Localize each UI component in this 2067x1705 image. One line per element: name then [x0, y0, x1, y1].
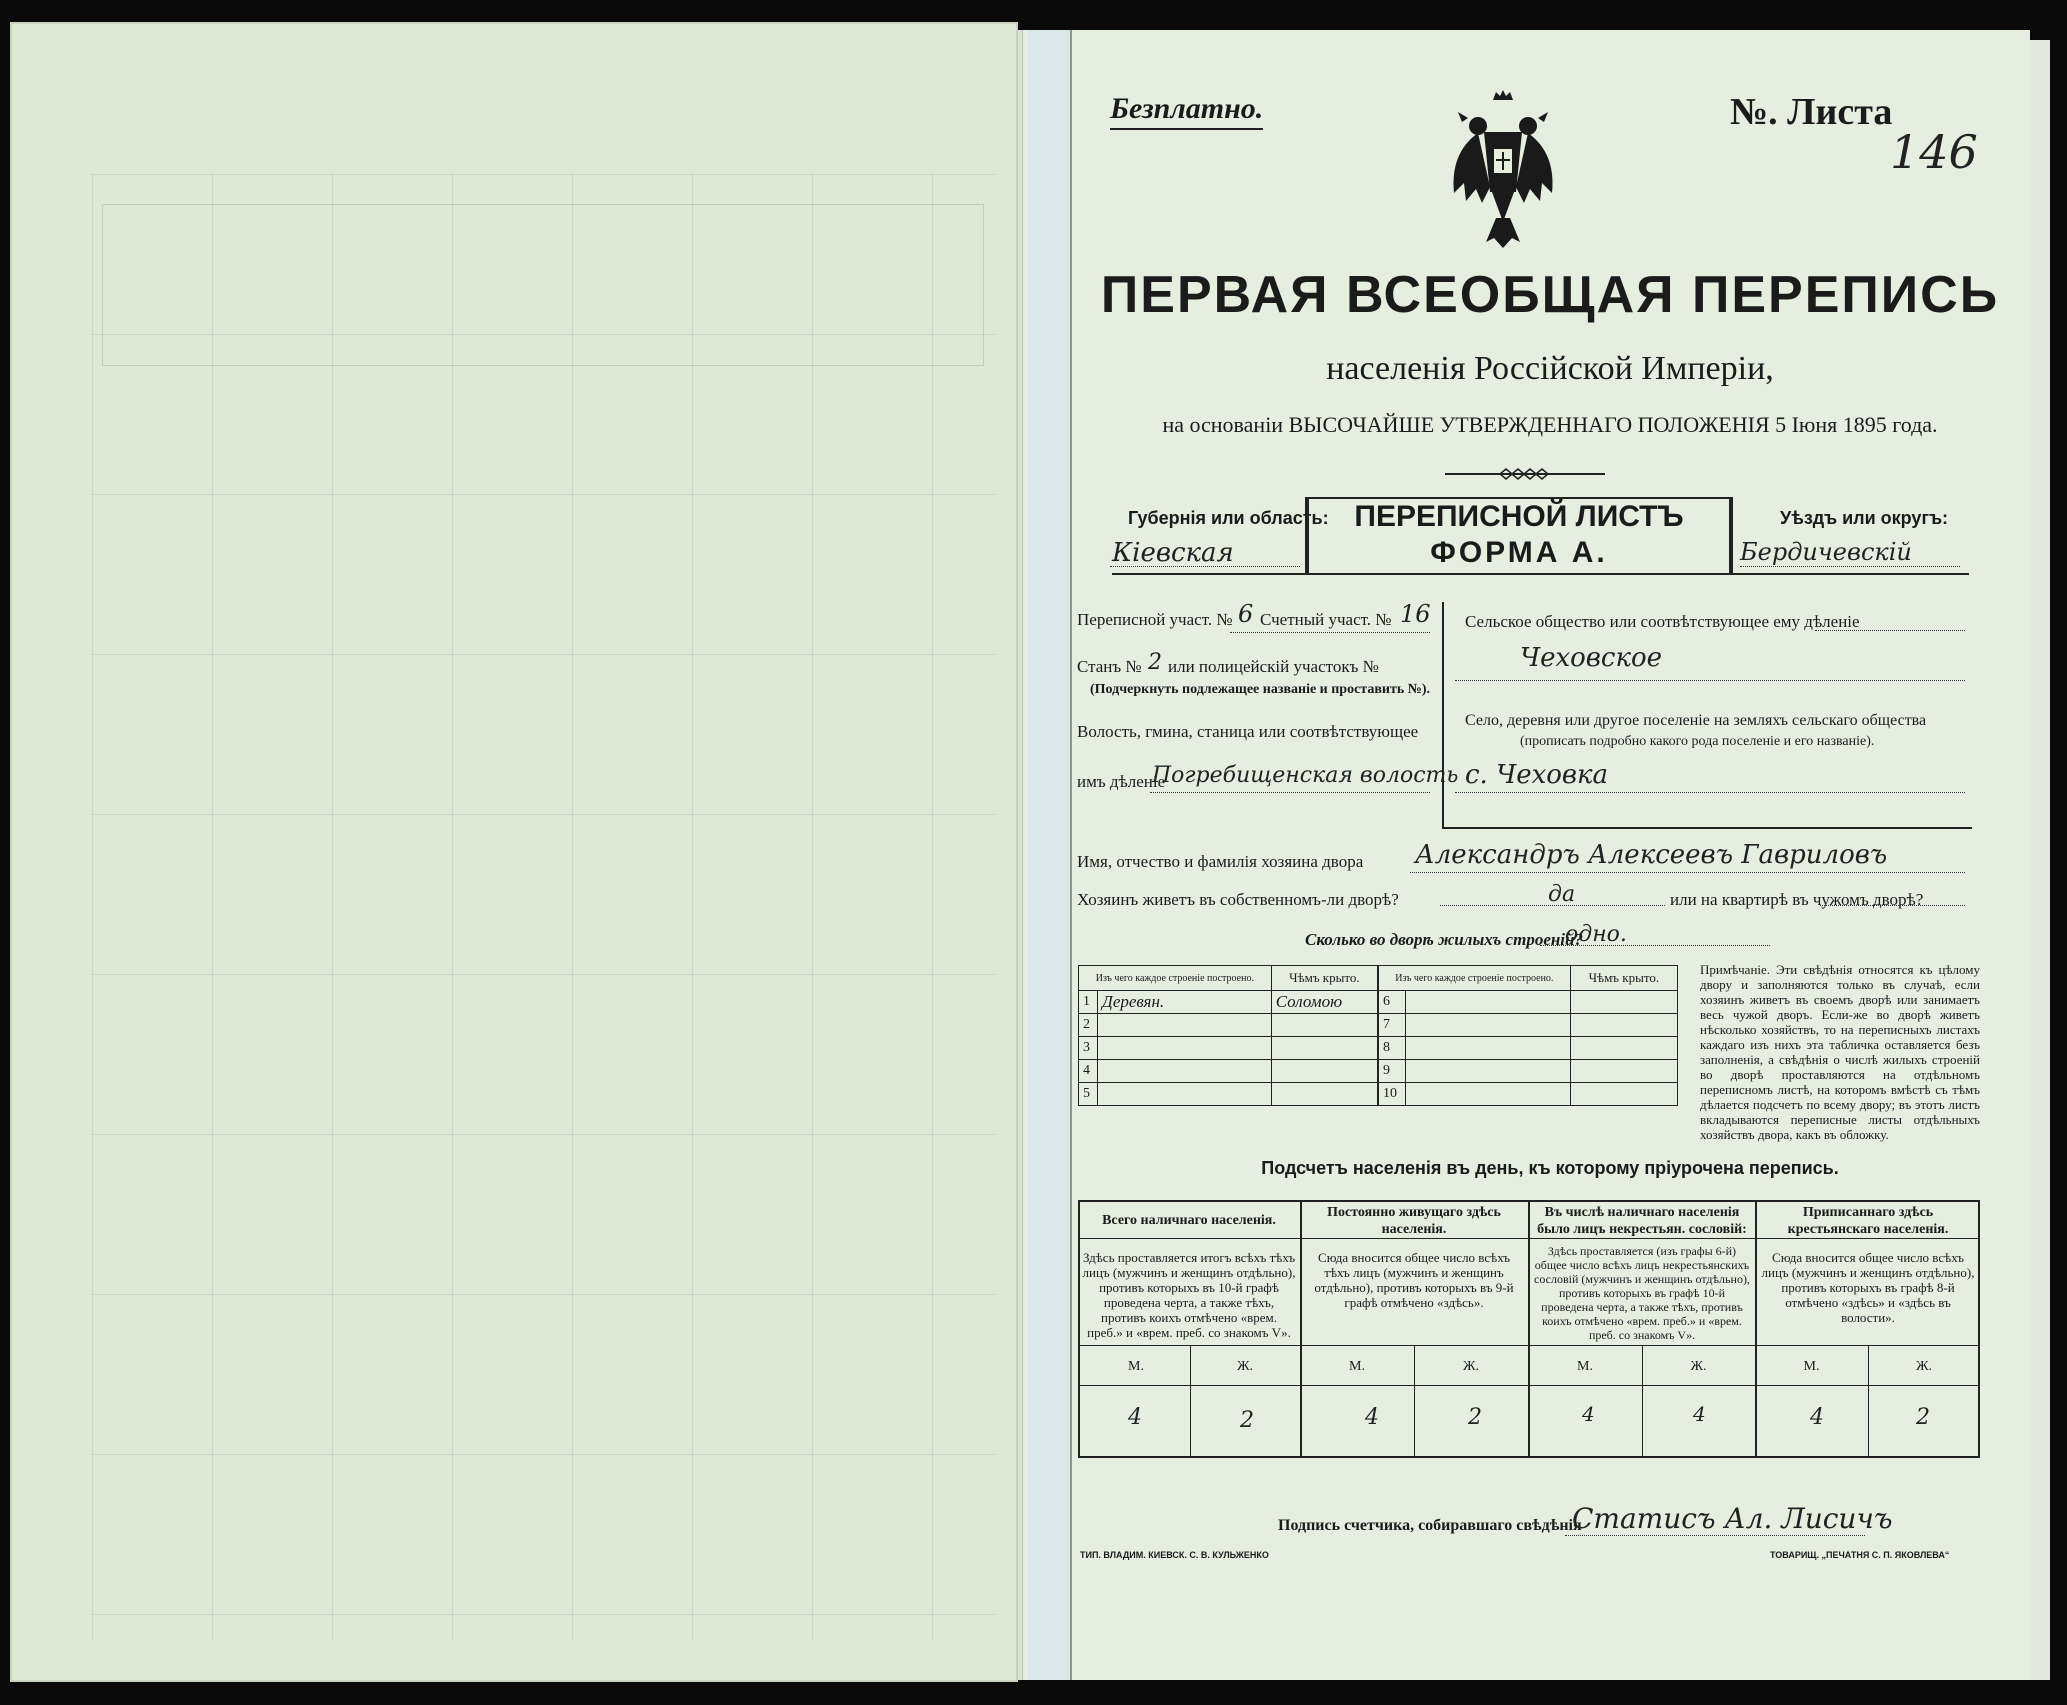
- community-value: Чеховское: [1520, 643, 1663, 673]
- row-number: 8: [1379, 1037, 1406, 1060]
- buildings-count-label: Сколько во дворѣ жилыхъ строеній?: [1305, 930, 1583, 949]
- count-col2-desc: Сюда вносится общее число всѣхъ тѣхъ лицъ (мужчинъ и женщинъ отдѣльно), противъ которыхъ въ 9-й графѣ отмѣчено «здѣсь».: [1314, 1250, 1514, 1310]
- count-col1-f-value: 2: [1240, 1408, 1254, 1433]
- signature-value: Статисъ Ал. Лисичъ: [1572, 1502, 1893, 1535]
- count-heading: Подсчетъ населенія въ день, къ которому пріурочена перепись.: [1261, 1158, 1839, 1178]
- double-headed-eagle-emblem: [1448, 88, 1558, 250]
- stan-note: (Подчеркнуть подлежащее названіе и проставить №).: [1090, 682, 1430, 697]
- census-section-value: 6: [1238, 600, 1254, 628]
- stan-value: 2: [1148, 650, 1162, 675]
- village-label: Село, деревня или другое поселеніе на земляхъ сельскаго общества: [1465, 712, 1927, 729]
- location-divider: [1442, 602, 1444, 827]
- district-value: Бердичевскій: [1740, 538, 1912, 566]
- bleed-through-table: [102, 204, 984, 366]
- village-note: (прописать подробно какого рода поселеніе и его названіе).: [1520, 734, 1875, 749]
- form-title-line2: ФОРМА А.: [1430, 536, 1608, 569]
- printer-imprint-right: ТОВАРИЩ. „ПЕЧАТНЯ С. П. ЯКОВЛЕВА“: [1770, 1550, 1950, 1560]
- count-col2-m-value: 4: [1365, 1405, 1379, 1430]
- count-col3-m-label: М.: [1577, 1359, 1593, 1374]
- location-bottom-line: [1442, 827, 1972, 829]
- count-col1-m-label: М.: [1128, 1359, 1144, 1374]
- count-col3-m-value: 4: [1582, 1402, 1595, 1426]
- province-value: Кіевская: [1112, 538, 1234, 568]
- sheet-number-label: №. Листа: [1730, 91, 1893, 133]
- count-col4-m-label: М.: [1803, 1359, 1820, 1374]
- buildings-table-right: [1378, 965, 1678, 1106]
- village-value: с. Чеховка: [1465, 760, 1609, 790]
- rent-line: [1820, 905, 1965, 906]
- count-col1-title: Всего наличнаго населенія.: [1102, 1213, 1276, 1228]
- province-line: [1110, 566, 1300, 567]
- roof-header: Чѣмъ крыто.: [1570, 966, 1677, 991]
- police-label: или полицейскій участокъ №: [1168, 657, 1379, 676]
- roof-cell: [1271, 1014, 1377, 1037]
- row-number: 2: [1079, 1014, 1098, 1037]
- counting-section-value: 16: [1400, 600, 1431, 628]
- count-col2-f-label: Ж.: [1462, 1359, 1480, 1374]
- community-label: Сельское общество или соотвѣтствующее ему дѣленіе: [1465, 612, 1860, 631]
- roof-cell: [1271, 1083, 1377, 1106]
- volost-value: Погребищенская волость: [1152, 763, 1459, 788]
- sheet-number-handwritten: 146: [1890, 125, 1978, 179]
- counting-section-label: Счетный участ. №: [1260, 610, 1392, 629]
- roof-cell: [1271, 1060, 1377, 1083]
- row-number: 6: [1379, 991, 1406, 1014]
- owner-name-value: Александръ Алексеевъ Гавриловъ: [1415, 840, 1888, 870]
- community-line-1: [1815, 630, 1965, 631]
- material-cell: Деревян.: [1098, 991, 1272, 1014]
- count-col1-m-value: 4: [1128, 1405, 1142, 1430]
- form-title-line1: ПЕРЕПИСНОЙ ЛИСТЪ: [1354, 500, 1684, 533]
- count-mf-line: [1078, 1385, 1980, 1386]
- material-cell: [1098, 1083, 1272, 1106]
- roof-header: Чѣмъ крыто.: [1271, 966, 1377, 991]
- ruled-grid: [92, 174, 996, 1640]
- left-blank-page: [10, 22, 1018, 1682]
- signature-label: Подпись счетчика, собиравшаго свѣдѣнія: [1278, 1517, 1582, 1534]
- rent-label: или на квартирѣ въ чужомъ дворѣ?: [1670, 890, 1924, 909]
- volost-label-2: имъ дѣленіе: [1077, 772, 1166, 791]
- section-line: [1230, 632, 1430, 633]
- ornament-divider: [1445, 468, 1605, 480]
- count-col1-f-label: Ж.: [1236, 1359, 1254, 1374]
- count-col1-desc: Здѣсь проставляется итогъ всѣхъ тѣхъ лицъ (мужчинъ и женщинъ отдѣльно), противъ которыхъ въ 10-й графѣ проведена черта, а также тѣхъ, противъ коихъ отмѣчено «врем. преб.» и «врем. преб. со знакомъ V».: [1082, 1250, 1296, 1340]
- count-desc-line: [1078, 1345, 1980, 1346]
- count-col3-title: Въ числѣ наличнаго населенія было лицъ некрестьян. сословій:: [1537, 1205, 1747, 1237]
- count-col4-desc: Сюда вносится общее число всѣхъ лицъ (мужчинъ и женщинъ отдѣльно), противъ которыхъ въ графѣ 8-й отмѣчено «здѣсь» и «здѣсь въ волости».: [1761, 1250, 1975, 1325]
- census-title: ПЕРВАЯ ВСЕОБЩАЯ ПЕРЕПИСЬ: [1100, 266, 2000, 324]
- count-title-line: [1078, 1238, 1980, 1239]
- row-number: 4: [1079, 1060, 1098, 1083]
- count-col3-desc: Здѣсь проставляется (изъ графы 6-й) общее число всѣхъ лицъ некрестьянскихъ сословій (мужчинъ и женщинъ отдѣльно), противъ которыхъ въ графѣ 10-й проведена черта, а также тѣхъ, противъ коихъ отмѣчено «врем. преб.» и «врем. преб. со знакомъ V».: [1534, 1244, 1750, 1342]
- printer-imprint-left: ТИП. ВЛАДИМ. КИЕВСК. С. В. КУЛЬЖЕНКО: [1080, 1550, 1269, 1560]
- row-number: 1: [1079, 991, 1098, 1014]
- count-col4-f-value: 2: [1916, 1405, 1930, 1430]
- buildings-note: Примѣчаніе. Эти свѣдѣнія относятся къ цѣлому двору и заполняются только въ случаѣ, если хозяинъ живетъ въ своемъ дворѣ или занимаетъ весь чужой дворъ. Если-же во дворѣ живетъ нѣсколько хозяйствъ, то на переписныхъ листахъ каждаго изъ нихъ эта табличка оставляется безъ заполненія, а свѣдѣнія о числѣ жилыхъ строеній во дворѣ проставляются на отдѣльномъ переписномъ листѣ, на которомъ вмѣстѣ съ тѣмъ дѣлается подсчетъ по всему двору; въ этотъ листъ вкладываются переписные листы отдѣльныхъ хозяйствъ двора, какъ въ обложку.: [1700, 962, 1980, 1142]
- count-col2-title: Постоянно живущаго здѣсь населенія.: [1327, 1205, 1501, 1237]
- village-line: [1455, 792, 1965, 793]
- blue-paper-edge: [1028, 30, 1070, 1680]
- district-line: [1740, 566, 1960, 567]
- province-label: Губернія или область:: [1128, 508, 1329, 528]
- own-yard-value: да: [1548, 882, 1576, 907]
- buildings-count-line: [1540, 945, 1770, 946]
- volost-label-1: Волость, гмина, станица или соотвѣтствующее: [1077, 722, 1419, 741]
- count-col4-m-value: 4: [1810, 1405, 1824, 1430]
- district-label: Уѣздъ или округъ:: [1780, 508, 1949, 528]
- stan-label: Станъ №: [1077, 657, 1142, 676]
- material-cell: [1098, 1014, 1272, 1037]
- legal-basis: на основаніи ВЫСОЧАЙШЕ УТВЕРЖДЕННАГО ПОЛОЖЕНІЯ 5 Іюня 1895 года.: [1162, 412, 1938, 437]
- own-yard-line: [1440, 905, 1665, 906]
- material-cell: [1098, 1060, 1272, 1083]
- volost-line: [1150, 792, 1430, 793]
- count-col3-f-label: Ж.: [1690, 1359, 1707, 1374]
- owner-name-label: Имя, отчество и фамилія хозяина двора: [1077, 852, 1364, 871]
- row-number: 7: [1379, 1014, 1406, 1037]
- count-col2-f-value: 2: [1468, 1405, 1482, 1430]
- roof-cell: [1271, 1037, 1377, 1060]
- row-number: 5: [1079, 1083, 1098, 1106]
- row-number: 10: [1379, 1083, 1406, 1106]
- signature-line: [1565, 1535, 1865, 1536]
- count-col4-f-label: Ж.: [1915, 1359, 1933, 1374]
- buildings-table-left: [1078, 965, 1378, 1106]
- material-cell: [1098, 1037, 1272, 1060]
- page-edge: [2030, 40, 2050, 1680]
- row-number: 3: [1079, 1037, 1098, 1060]
- count-col3-f-value: 4: [1693, 1402, 1706, 1426]
- count-col2-m-label: М.: [1349, 1359, 1365, 1374]
- material-header: Изъ чего каждое строеніе построено.: [1079, 966, 1272, 991]
- roof-cell: Соломою: [1271, 991, 1377, 1014]
- count-col4-title: Приписаннаго здѣсь крестьянскаго населенія.: [1787, 1205, 1949, 1237]
- community-line-2: [1455, 680, 1965, 681]
- own-yard-label: Хозяинъ живетъ въ собственномъ-ли дворѣ?: [1077, 890, 1399, 909]
- buildings-count-value: одно.: [1565, 922, 1627, 947]
- free-label: Безплатно.: [1110, 92, 1263, 130]
- census-section-label: Переписной участ. №: [1077, 610, 1233, 629]
- census-subtitle: населенія Россійской Имперіи,: [1326, 350, 1774, 387]
- material-header: Изъ чего каждое строеніе построено.: [1379, 966, 1571, 991]
- owner-name-line: [1410, 872, 1965, 873]
- row-number: 9: [1379, 1060, 1406, 1083]
